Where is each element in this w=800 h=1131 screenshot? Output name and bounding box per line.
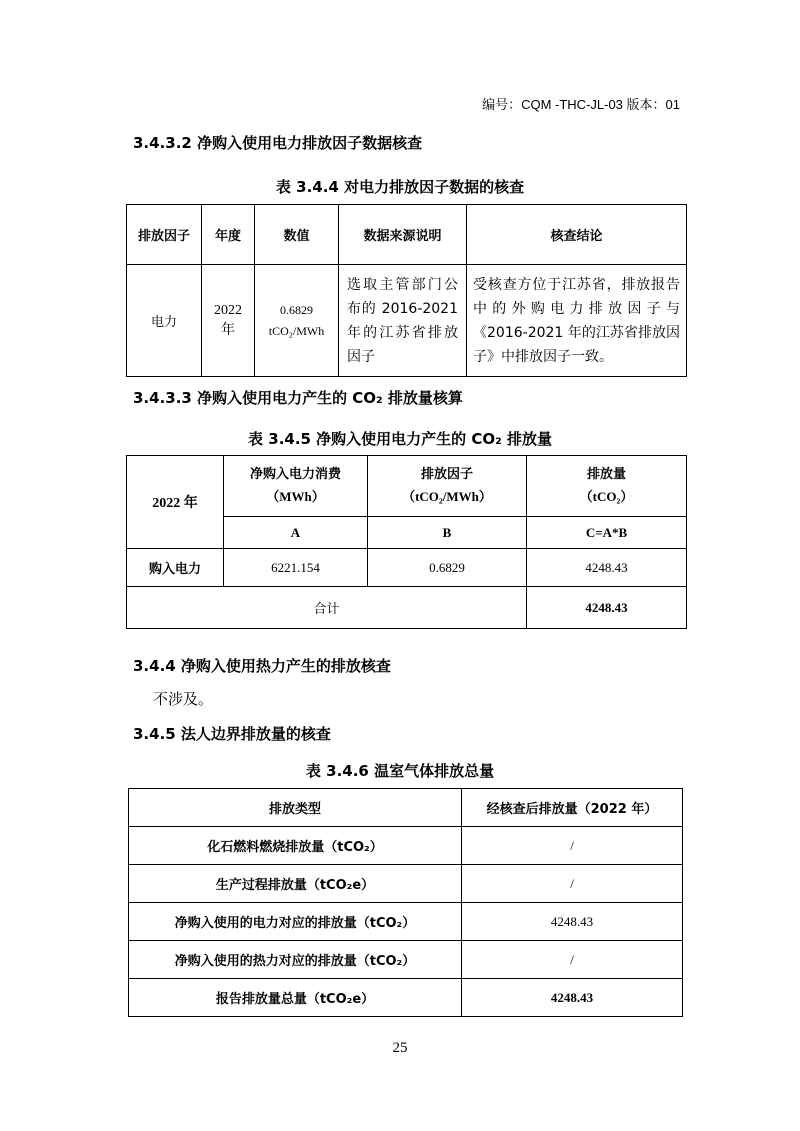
- col-b-label: 排放因子: [420, 467, 473, 482]
- table-electricity-factor-check: [126, 204, 687, 377]
- cell-source: 选取主管部门公布的 2016-2021 年的江苏省排放因子: [339, 265, 467, 377]
- col-b-unit: （tCO₂/MWh）: [402, 489, 492, 504]
- table-total-ghg-emissions: [128, 788, 683, 1017]
- section-heading-3-4-3-3: 3.4.3.3 净购入使用电力产生的 CO₂ 排放量核算: [133, 389, 463, 407]
- table-caption-3-4-5: 表 3.4.5 净购入使用电力产生的 CO₂ 排放量: [248, 430, 552, 448]
- section-text-not-applicable: 不涉及。: [153, 690, 214, 708]
- total-label: 合计: [127, 587, 527, 629]
- row-type-process: 生产过程排放量（tCO₂e）: [129, 865, 462, 903]
- row-type-fossil-fuel: 化石燃料燃烧排放量（tCO₂）: [129, 827, 462, 865]
- cell-emissions: 4248.43: [527, 549, 687, 587]
- table-caption-3-4-6: 表 3.4.6 温室气体排放总量: [305, 762, 495, 780]
- cell-year: 2022 年: [202, 265, 255, 377]
- page-number: 25: [392, 1040, 408, 1056]
- total-value: 4248.43: [527, 587, 687, 629]
- row-value-fossil-fuel: /: [462, 827, 683, 865]
- document-id: 编号：CQM -THC-JL-03 版本：01: [482, 97, 680, 112]
- table-caption-3-4-4: 表 3.4.4 对电力排放因子数据的核查: [275, 178, 525, 196]
- col-code-c: C=A*B: [527, 517, 687, 549]
- row-value-total: 4248.43: [462, 979, 683, 1017]
- col-code-b: B: [368, 517, 527, 549]
- row-label-purchased-electricity: 购入电力: [127, 549, 224, 587]
- col-header-verified-emissions: 经核查后排放量（2022 年）: [462, 789, 683, 827]
- row-type-electricity: 净购入使用的电力对应的排放量（tCO₂）: [129, 903, 462, 941]
- col-header-factor: 排放因子: [127, 205, 202, 265]
- col-a-unit: （MWh）: [266, 489, 325, 504]
- col-header-c: [527, 456, 687, 517]
- col-header-source: 数据来源说明: [339, 205, 467, 265]
- cell-value: [255, 265, 339, 377]
- col-header-emission-type: 排放类型: [129, 789, 462, 827]
- cell-conclusion: 受核查方位于江苏省，排放报告中的外购电力排放因子与《2016-2021 年的江苏省排放因子》中排放因子一致。: [467, 265, 687, 377]
- row-value-heat: /: [462, 941, 683, 979]
- row-value-process: /: [462, 865, 683, 903]
- section-heading-3-4-5: 3.4.5 法人边界排放量的核查: [133, 725, 331, 743]
- table-electricity-emissions: [126, 455, 687, 629]
- section-heading-3-4-4: 3.4.4 净购入使用热力产生的排放核查: [133, 657, 391, 675]
- col-header-a: [224, 456, 368, 517]
- cell-factor: 0.6829: [368, 549, 527, 587]
- row-type-heat: 净购入使用的热力对应的排放量（tCO₂）: [129, 941, 462, 979]
- row-type-total: 报告排放量总量（tCO₂e）: [129, 979, 462, 1017]
- col-header-year: 2022 年: [127, 456, 224, 549]
- col-code-a: A: [224, 517, 368, 549]
- factor-value: 0.6829: [280, 302, 313, 317]
- cell-factor: 电力: [127, 265, 202, 377]
- col-header-year: 年度: [202, 205, 255, 265]
- col-header-value: 数值: [255, 205, 339, 265]
- col-c-unit: （tCO₂）: [579, 489, 634, 504]
- cell-consumption: 6221.154: [224, 549, 368, 587]
- factor-unit: tCO₂/MWh: [268, 323, 325, 338]
- col-header-conclusion: 核查结论: [467, 205, 687, 265]
- section-heading-3-4-3-2: 3.4.3.2 净购入使用电力排放因子数据核查: [133, 134, 423, 152]
- col-c-label: 排放量: [586, 467, 626, 482]
- row-value-electricity: 4248.43: [462, 903, 683, 941]
- col-a-label: 净购入电力消费: [249, 467, 341, 482]
- col-header-b: [368, 456, 527, 517]
